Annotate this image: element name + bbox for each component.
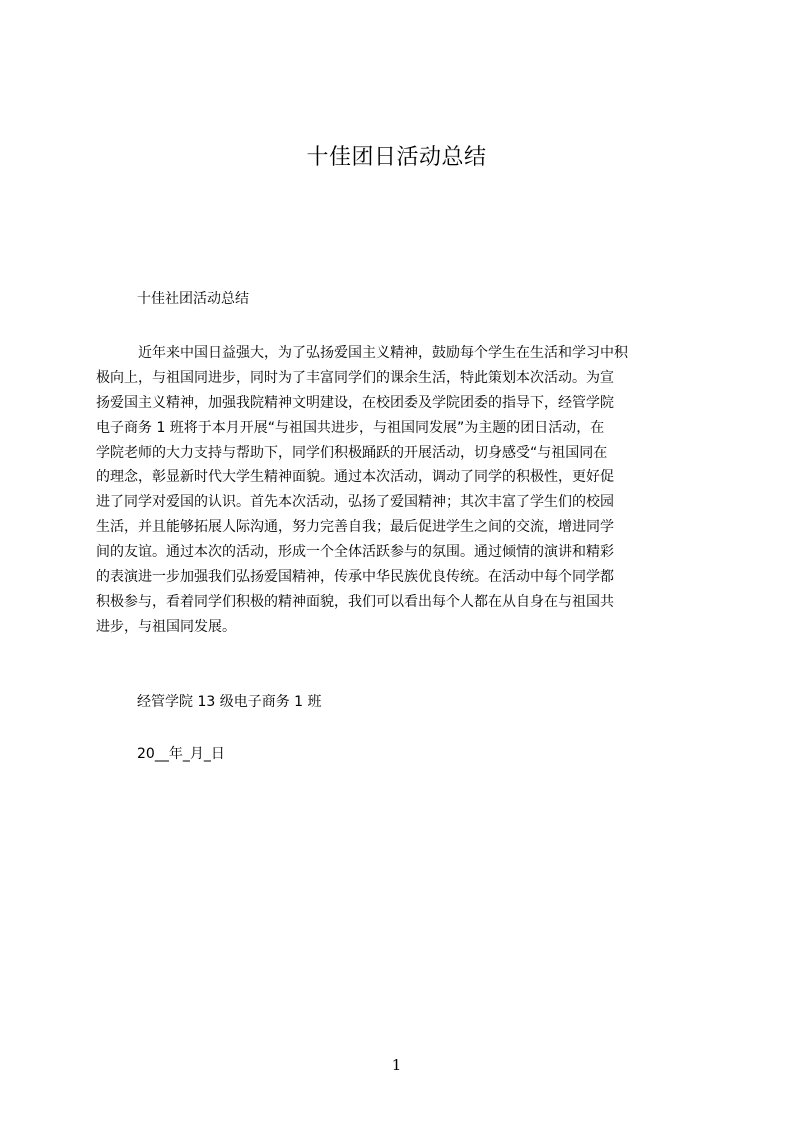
document-title: 十佳团日活动总结	[306, 145, 487, 170]
paragraph-line: 电子商务 1 班将于本月开展“与祖国共进步，与祖国同发展”为主题的团日活动，在	[96, 419, 605, 436]
page-number: 1	[391, 1056, 402, 1074]
paragraph-line: 极向上，与祖国同进步，同时为了丰富同学们的课余生活，特此策划本次活动。为宣	[96, 369, 614, 386]
body-paragraph	[96, 341, 699, 661]
paragraph-line: 进步，与祖国同发展。	[96, 618, 236, 635]
paragraph-line: 的理念，彰显新时代大学生精神面貌。通过本次活动，调动了同学的积极性，更好促	[96, 469, 614, 486]
paragraph-line: 间的友谊。通过本次的活动，形成一个全体活跃参与的氛围。通过倾情的演讲和精彩	[96, 544, 614, 561]
paragraph-line: 扬爱国主义精神，加强我院精神文明建设，在校团委及学院团委的指导下，经管学院	[96, 394, 614, 411]
document-subtitle: 十佳社团活动总结	[137, 291, 249, 307]
paragraph-line: 生活，并且能够拓展人际沟通，努力完善自我；最后促进学生之间的交流，增进同学	[96, 519, 614, 536]
signature-line: 经管学院 13 级电子商务 1 班	[137, 694, 322, 710]
paragraph-line: 学院老师的大力支持与帮助下，同学们积极踊跃的开展活动，切身感受“与祖国同在	[96, 444, 608, 461]
paragraph-line: 的表演进一步加强我们弘扬爱国精神，传承中华民族优良传统。在活动中每个同学都	[96, 569, 614, 586]
date-line: 20__年_月_日	[137, 746, 225, 762]
paragraph-line: 进了同学对爱国的认识。首先本次活动，弘扬了爱国精神；其次丰富了学生们的校园	[96, 494, 614, 511]
paragraph-line: 近年来中国日益强大，为了弘扬爱国主义精神，鼓励每个学生在生活和学习中积	[138, 345, 628, 361]
paragraph-line: 积极参与，看着同学们积极的精神面貌，我们可以看出每个人都在从自身在与祖国共	[96, 593, 614, 610]
